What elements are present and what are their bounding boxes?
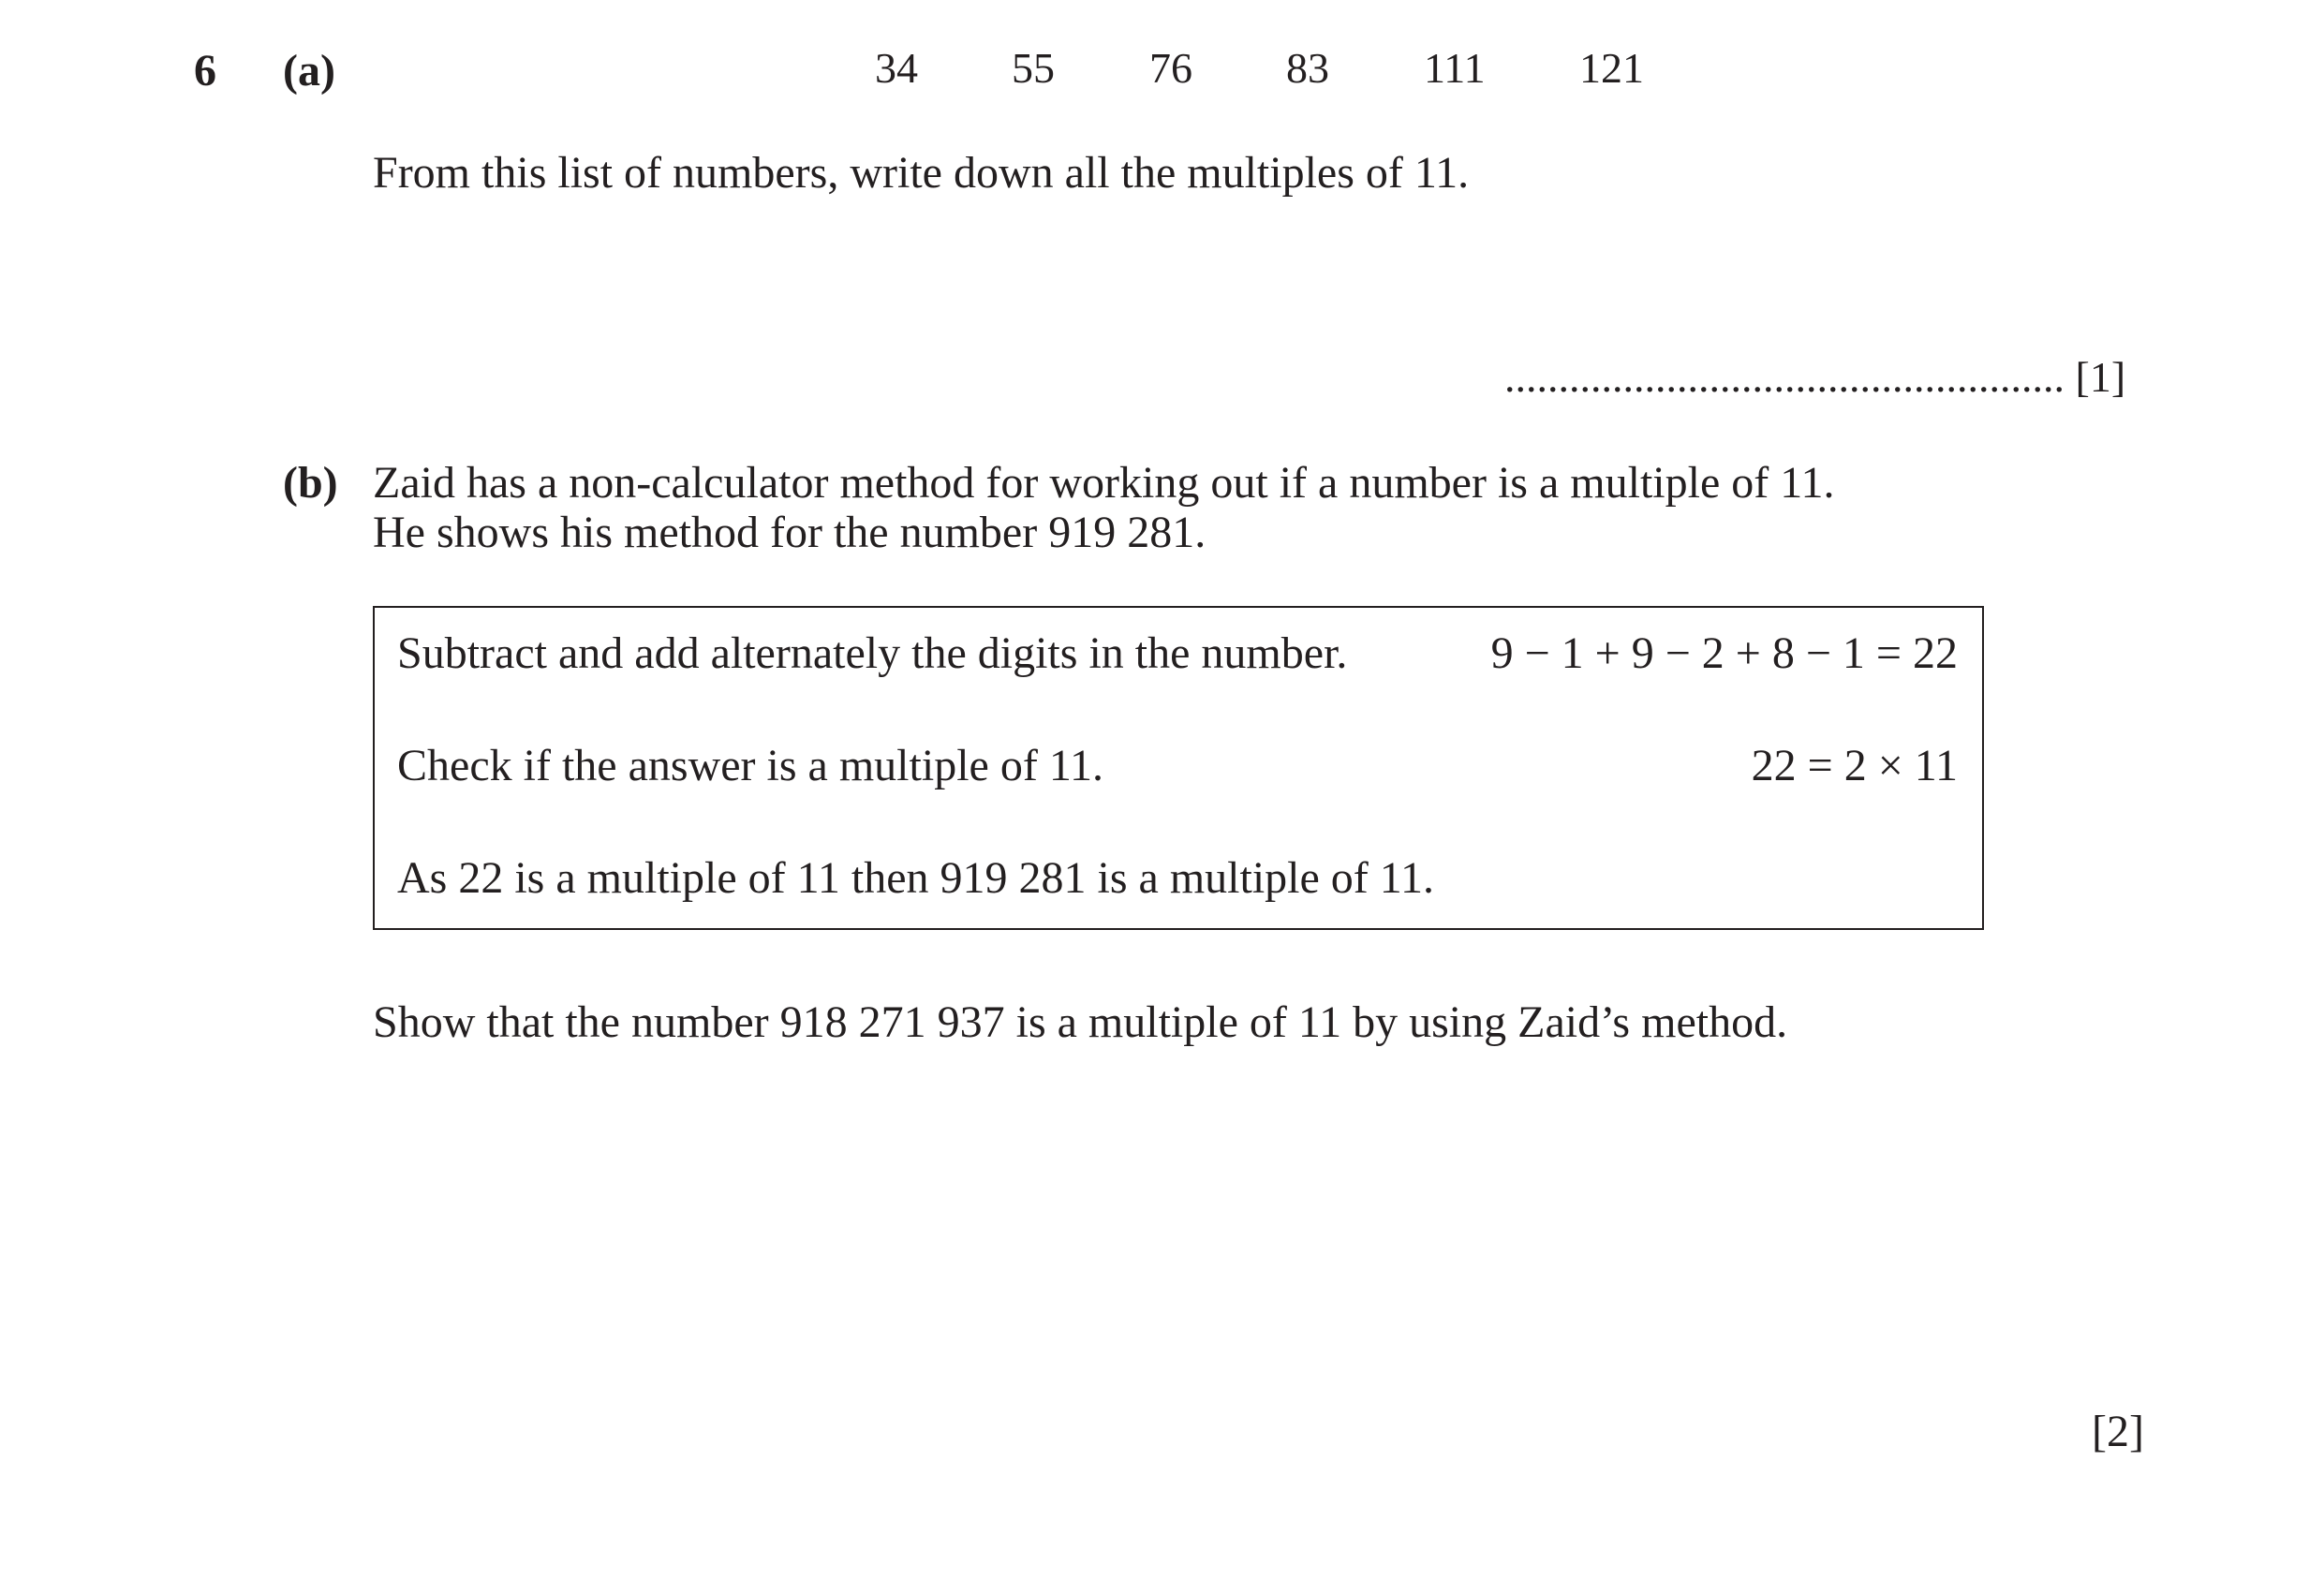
number-list-item: 55 (1012, 44, 1055, 92)
part-b-label: (b) (283, 458, 338, 508)
part-b-intro-line2: He shows his method for the number 919 281. (373, 508, 1206, 557)
part-a-label: (a) (283, 46, 335, 96)
question-number: 6 (194, 46, 216, 96)
number-list-item: 121 (1579, 44, 1644, 92)
number-list-item: 111 (1424, 44, 1486, 92)
part-b-marks: [2] (2092, 1407, 2144, 1456)
method-step2-text: Check if the answer is a multiple of 11. (397, 741, 1104, 790)
method-box (373, 606, 1984, 930)
method-step1-text: Subtract and add alternately the digits in the number. (397, 628, 1348, 678)
number-list-item: 34 (875, 44, 918, 92)
method-step3-text: As 22 is a multiple of 11 then 919 281 is a multiple of 11. (397, 853, 1434, 903)
answer-line[interactable] (1504, 353, 2126, 401)
method-step2-working: 22 = 2 × 11 (1751, 741, 1958, 790)
part-a-prompt: From this list of numbers, write down all the multiples of 11. (373, 148, 1470, 198)
number-list-item: 83 (1286, 44, 1329, 92)
part-b-intro-line1: Zaid has a non-calculator method for working out if a number is a multiple of 11. (373, 458, 1835, 508)
number-list-item: 76 (1149, 44, 1192, 92)
part-a-marks: [1] (2075, 353, 2126, 401)
answer-dots[interactable]: .................................................... (1504, 353, 2065, 401)
method-step1-working: 9 − 1 + 9 − 2 + 8 − 1 = 22 (1490, 628, 1958, 678)
part-b-task: Show that the number 918 271 937 is a multiple of 11 by using Zaid’s method. (373, 997, 1788, 1047)
